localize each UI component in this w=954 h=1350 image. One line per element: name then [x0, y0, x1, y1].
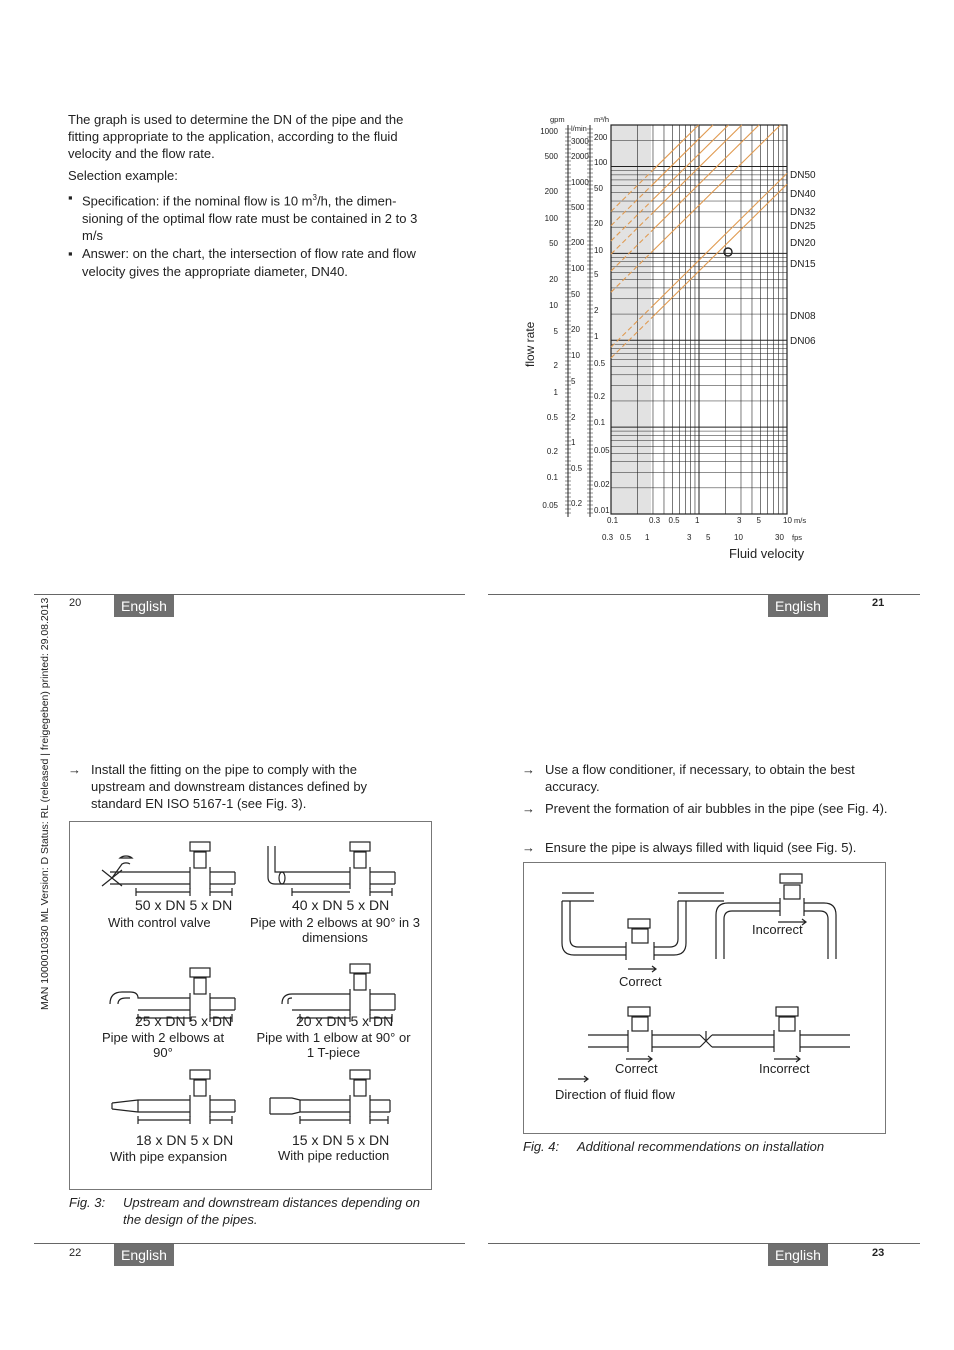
y-tick-label-gpm: 500 — [544, 152, 558, 161]
arrow-icon: → — [68, 762, 81, 777]
y-tick-label-m3h: 10 — [594, 246, 603, 255]
fig4-correct-2: Correct — [615, 1061, 658, 1076]
y-tick-label-lmin: 3000 — [571, 137, 589, 146]
fig4-straight-pipe-incorrect-drawing — [712, 1007, 850, 1052]
y-tick-label-lmin: 2000 — [571, 152, 589, 161]
p20-selection-heading: Selection example: — [68, 168, 178, 183]
y-tick-label-gpm: 10 — [549, 301, 558, 310]
x-tick-label-ms: 0.3 — [648, 516, 661, 525]
fig3-sub-3: Pipe with 2 elbows at 90° — [101, 1030, 225, 1060]
chart-grid — [611, 125, 787, 514]
series-line-solid — [653, 184, 787, 316]
fig3-sub-2: Pipe with 2 elbows at 90° in 3 dimensions — [250, 915, 420, 945]
series-label: DN06 — [790, 336, 816, 347]
y-axis-title: flow rate — [523, 321, 537, 367]
series-label: DN20 — [790, 238, 816, 249]
series-label: DN32 — [790, 207, 816, 218]
fig3-sub-5: With pipe expansion — [110, 1149, 228, 1164]
axis-labels — [540, 125, 792, 542]
series-label: DN08 — [790, 311, 816, 322]
series-line-solid — [653, 125, 713, 184]
fig3-dist-5: 18 x DN 5 x DN — [136, 1132, 234, 1148]
y-tick-label-m3h: 5 — [594, 270, 599, 279]
y-tick-label-lmin: 20 — [571, 325, 580, 334]
p23-item-3: → Ensure the pipe is always filled with liquid (see Fig. 5). — [522, 840, 857, 855]
p23-lang-tab: English — [768, 1244, 828, 1266]
p20-bullet-2: ▪ Answer: on the chart, the intersection of flow rate and flow velocity gives the appropriate diameter, DN40. — [68, 246, 416, 279]
y-tick-label-m3h: 200 — [594, 133, 608, 142]
series-label: DN40 — [790, 189, 816, 200]
flow-chart — [500, 105, 840, 575]
arrow-icon: → — [522, 801, 535, 816]
p23-item-2: → Prevent the formation of air bubbles in the pipe (see Fig. 4). — [522, 801, 888, 816]
x-tick-label-ms: 1 — [695, 516, 700, 525]
fig4-correct-1: Correct — [619, 974, 662, 989]
y-tick-label-m3h: 0.05 — [594, 446, 610, 455]
y-tick-label-m3h: 20 — [594, 219, 603, 228]
fig3-dist-1: 50 x DN 5 x DN — [135, 897, 233, 913]
x-tick-label-fps: 5 — [706, 533, 711, 542]
y-tick-label-gpm: 1 — [553, 388, 558, 397]
fig3-control-valve-drawing — [102, 842, 235, 896]
flow-arrow-icon — [628, 966, 656, 972]
y-tick-label-m3h: 1 — [594, 332, 599, 341]
arrow-icon: → — [522, 762, 535, 777]
p20-page-number: 20 — [69, 597, 82, 609]
shaded-low-velocity-region — [611, 125, 651, 514]
p21-footer-rule — [488, 594, 920, 595]
y-tick-label-gpm: 0.05 — [542, 501, 558, 510]
series-label: DN25 — [790, 221, 816, 232]
p22-page-number: 22 — [69, 1247, 82, 1259]
unit-gpm: gpm — [550, 115, 565, 124]
y-tick-label-m3h: 50 — [594, 184, 603, 193]
direction-arrow-icon — [558, 1076, 588, 1082]
p23-footer-rule — [488, 1243, 920, 1244]
y-tick-label-m3h: 2 — [594, 306, 599, 315]
x-tick-label-fps: 1 — [645, 533, 650, 542]
y-tick-label-lmin: 0.2 — [571, 499, 583, 508]
x-tick-label-fps: 0.3 — [602, 533, 614, 542]
fig3-pipe-reduction-drawing — [270, 1070, 390, 1124]
p20-intro: The graph is used to determine the DN of the pipe and the fitting appropriate to the application, according to the fluid velocity and the flow rate. — [68, 112, 404, 161]
fig3-pipe-expansion-drawing — [112, 1070, 235, 1124]
fig3-dist-4: 20 x DN 5 x DN — [296, 1013, 394, 1029]
y-tick-label-gpm: 200 — [544, 187, 558, 196]
y-tick-label-m3h: 100 — [594, 158, 608, 167]
fig4-incorrect-2: Incorrect — [759, 1061, 810, 1076]
fig3-two-elbows-3d-drawing — [268, 842, 395, 896]
y-tick-label-gpm: 100 — [544, 214, 558, 223]
fig3-dist-3: 25 x DN 5 x DN — [135, 1013, 233, 1029]
unit-ms: m/s — [794, 516, 807, 525]
p21-page-number: 21 — [872, 597, 885, 609]
x-tick-label-ms: 5 — [756, 516, 761, 525]
x-tick-label-ms: 3 — [736, 516, 742, 525]
series-line-solid — [653, 125, 780, 251]
x-axis-title: Fluid velocity — [729, 546, 805, 561]
y-tick-label-lmin: 500 — [571, 203, 585, 212]
x-tick-label-ms: 0.1 — [607, 516, 619, 525]
y-tick-label-lmin: 100 — [571, 264, 585, 273]
y-tick-label-m3h: 0.5 — [594, 359, 606, 368]
y-tick-label-lmin: 5 — [571, 377, 576, 386]
p22-footer-rule — [34, 1243, 465, 1244]
p22-lang-tab: English — [114, 1244, 174, 1266]
fig4-straight-pipe-correct-drawing — [588, 1007, 712, 1052]
unit-fps: fps — [792, 533, 803, 542]
fig4-caption-number: Fig. 4: — [523, 1139, 560, 1154]
y-tick-label-lmin: 10 — [571, 351, 580, 360]
y-tick-label-gpm: 5 — [553, 327, 558, 336]
x-tick-label-ms: 0.5 — [668, 516, 680, 525]
y-tick-label-gpm: 2 — [553, 361, 558, 370]
y-tick-label-gpm: 0.2 — [546, 447, 558, 456]
fig4-direction: Direction of fluid flow — [555, 1087, 675, 1102]
y-tick-label-gpm: 20 — [549, 275, 558, 284]
x-tick-label-fps: 3 — [687, 533, 692, 542]
y-tick-label-gpm: 0.5 — [546, 413, 558, 422]
y-tick-label-lmin: 50 — [571, 290, 580, 299]
series-label: DN15 — [790, 259, 816, 270]
unit-m3h: m³/h — [594, 115, 609, 124]
fig4-inverted-u-incorrect-drawing — [716, 874, 836, 959]
arrow-icon: → — [522, 840, 535, 855]
y-tick-label-m3h: 0.1 — [594, 418, 606, 427]
fig3-sub-6: With pipe reduction — [278, 1148, 390, 1163]
fig3-dist-2: 40 x DN 5 x DN — [292, 897, 390, 913]
fig3-frame — [69, 821, 432, 1190]
y-tick-label-lmin: 1000 — [571, 178, 589, 187]
y-tick-label-lmin: 0.5 — [571, 464, 583, 473]
series-label: DN50 — [790, 170, 816, 181]
fig4-incorrect-1: Incorrect — [752, 922, 803, 937]
series-line-solid — [653, 125, 742, 213]
x-tick-label-fps: 10 — [734, 533, 743, 542]
side-stamp: MAN 1000010330 ML Version: D Status: RL (released | freigegeben) printed: 29.08.2013 — [39, 597, 51, 1010]
fig3-caption-text: Upstream and downstream distances depending on the design of the pipes. — [123, 1195, 421, 1227]
p20-bullet-1: ▪ Specification: if the nominal flow is 10 $m^3/h$, the dimen-sioning of the optimal flow rate must be contained in 2 to 3 m/s — [68, 190, 418, 244]
fig3-caption-number: Fig. 3: — [69, 1195, 106, 1210]
series-line-solid — [653, 125, 699, 170]
y-tick-label-m3h: 0.02 — [594, 480, 610, 489]
fig4-caption-text: Additional recommendations on installation — [577, 1139, 825, 1154]
x-tick-label-ms: 10 — [783, 516, 792, 525]
y-tick-label-m3h: 0.2 — [594, 392, 606, 401]
y-tick-label-m3h: 0.01 — [594, 506, 610, 515]
x-tick-label-fps: 30 — [775, 533, 784, 542]
fig4-u-pipe-correct-drawing — [562, 893, 724, 960]
p23-page-number: 23 — [872, 1247, 885, 1259]
y-tick-label-gpm: 0.1 — [546, 473, 558, 482]
p20-footer-rule — [34, 594, 465, 595]
p21-lang-tab: English — [768, 595, 828, 617]
fig3-sub-1: With control valve — [108, 915, 211, 930]
fig3-sub-4: Pipe with 1 elbow at 90° or 1 T-piece — [256, 1030, 411, 1060]
p22-instruction: → Install the fitting on the pipe to comply with the upstream and downstream distances defined by standard EN ISO 5167-1 (see Fig. 3). — [68, 762, 368, 811]
p20-lang-tab: English — [114, 595, 174, 617]
y-tick-label-gpm: 50 — [549, 239, 558, 248]
unit-lmin: l/min — [571, 124, 587, 133]
y-tick-label-gpm: 1000 — [540, 127, 558, 136]
y-tick-label-lmin: 1 — [571, 438, 576, 447]
y-tick-label-lmin: 2 — [571, 413, 576, 422]
fig3-dist-6: 15 x DN 5 x DN — [292, 1132, 390, 1148]
y-tick-label-lmin: 200 — [571, 238, 585, 247]
x-tick-label-fps: 0.5 — [620, 533, 632, 542]
series-line-solid — [653, 125, 759, 230]
p23-item-1: → Use a flow conditioner, if necessary, to obtain the best accuracy. — [522, 762, 855, 794]
fig4-frame — [523, 862, 886, 1134]
